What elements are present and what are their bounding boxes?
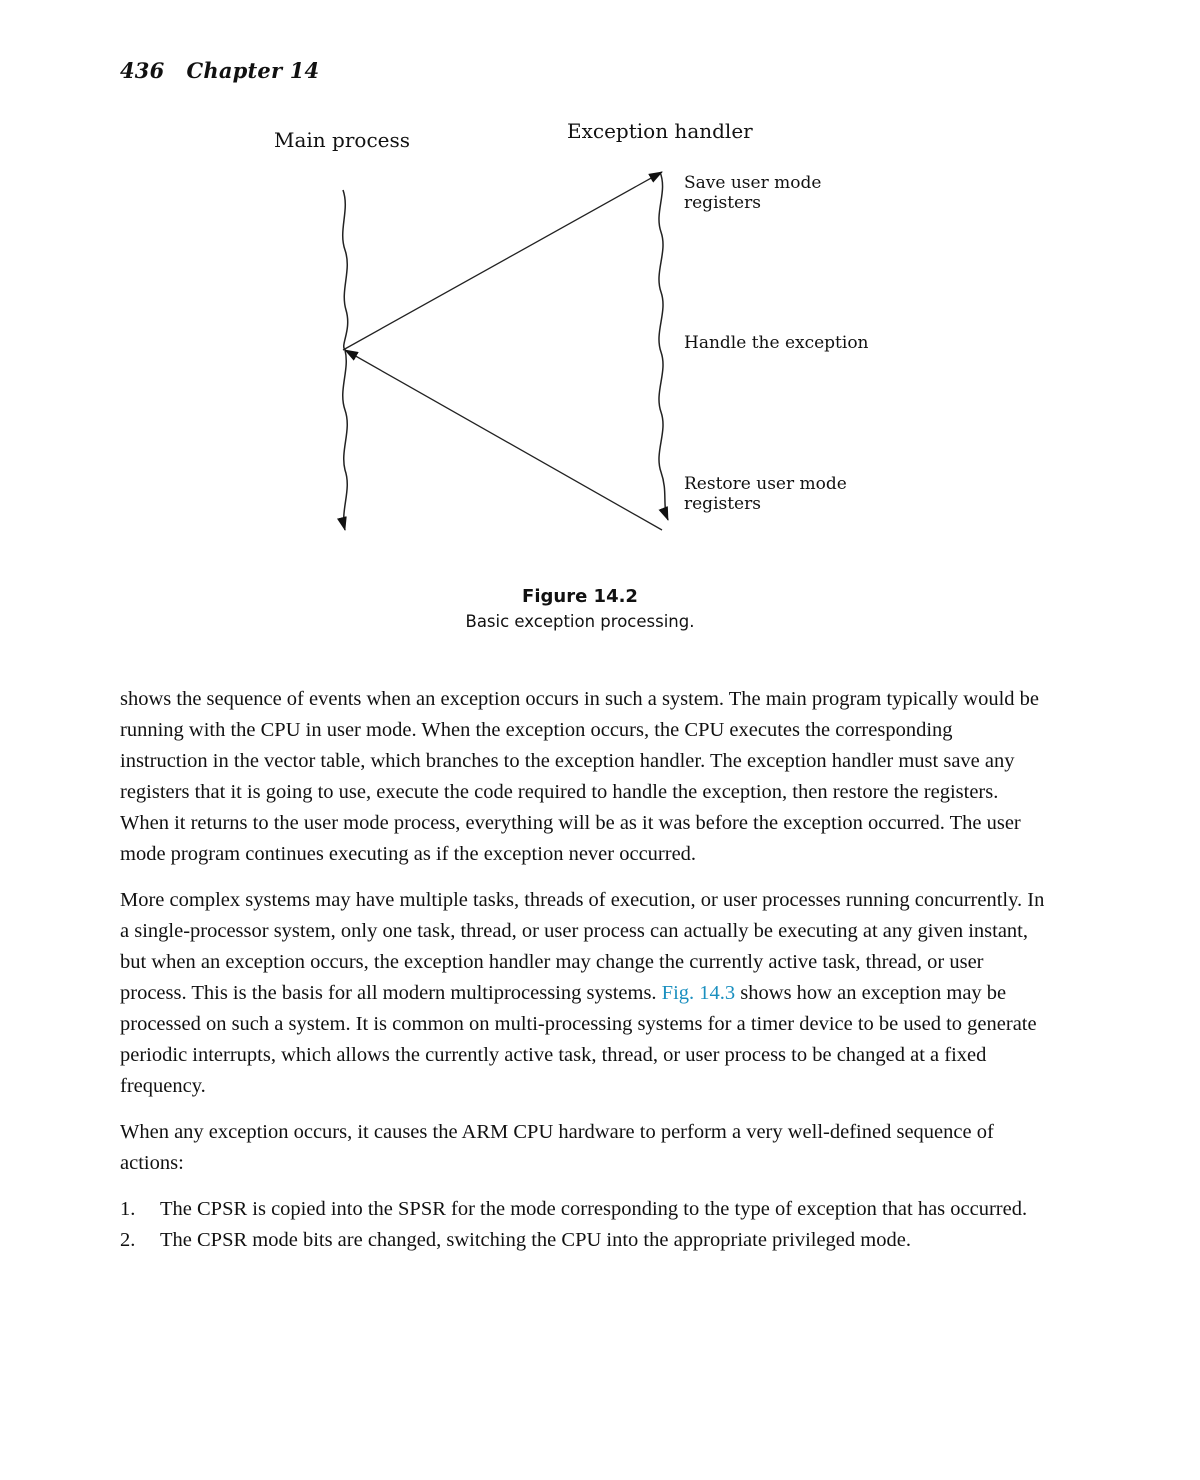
figure-caption-text: Basic exception processing. [465,612,695,631]
paragraph-2 [120,885,1045,1102]
paragraph-2-text-a: More complex systems may have multiple tasks, threads of execution, or user processes running concurrently. In a single-processor system, only one task, thread, or user process can actually be executing at any given instant, but when an exception occurs, the exception handler may change the currently active task, thread, or user process. This is the basis for all modern multiprocessing systems. [120,889,1045,1004]
action-list [120,1194,1045,1256]
list-item-text: The CPSR is copied into the SPSR for the mode corresponding to the type of exception that has occurred. [160,1198,1028,1220]
main-process-timeline [343,190,348,530]
label-handle-exception: Handle the exception [684,333,869,353]
chapter-title: Chapter 14 [186,58,320,83]
list-item-text: The CPSR mode bits are changed, switching the CPU into the appropriate privileged mode. [160,1229,911,1251]
paragraph-1: shows the sequence of events when an exception occurs in such a system. The main program typically would be running with the CPU in user mode. When the exception occurs, the CPU executes the corresponding instruction in the vector table, which branches to the exception handler. The exception handler must save any registers that it is going to use, execute the code required to handle the exception, then restore the registers. When it returns to the user mode process, everything will be as it was before the exception occurred. The user mode program continues executing as if the exception never occurred. [120,688,1040,865]
figure-caption-title: Figure 14.2 [522,586,638,607]
label-main-process: Main process [274,128,411,152]
arrow-to-handler [343,172,662,350]
list-item [120,1225,1045,1256]
figure-exception-processing [0,0,1200,650]
label-exception-handler: Exception handler [567,119,753,143]
figure-14-3-link[interactable]: Fig. 14.3 [661,982,736,1004]
figure-caption [0,585,1160,635]
arrow-return-to-main [345,350,662,530]
list-item-number: 2. [120,1229,136,1251]
label-restore-line2: registers [684,494,761,514]
label-restore-registers [684,474,847,514]
exception-handler-timeline [659,172,668,520]
page-number: 436 [120,58,165,83]
label-save-line2: registers [684,193,761,213]
label-save-line1: Save user mode [684,173,822,193]
label-save-registers [684,173,821,213]
paragraph-3: When any exception occurs, it causes the ARM CPU hardware to perform a very well-defined sequence of actions: [120,1121,994,1174]
body-text [120,684,1045,1256]
paragraph-2-text-b: shows how an exception may be processed on such a system. It is common on multi-processing systems for a timer device to be used to generate periodic interrupts, which allows the currently active task, thread, or user process to be changed at a fixed frequency. [120,982,1037,1097]
exception-flow-diagram [0,0,1200,650]
list-item [120,1194,1045,1225]
list-item-number: 1. [120,1198,136,1220]
label-restore-line1: Restore user mode [684,474,847,494]
